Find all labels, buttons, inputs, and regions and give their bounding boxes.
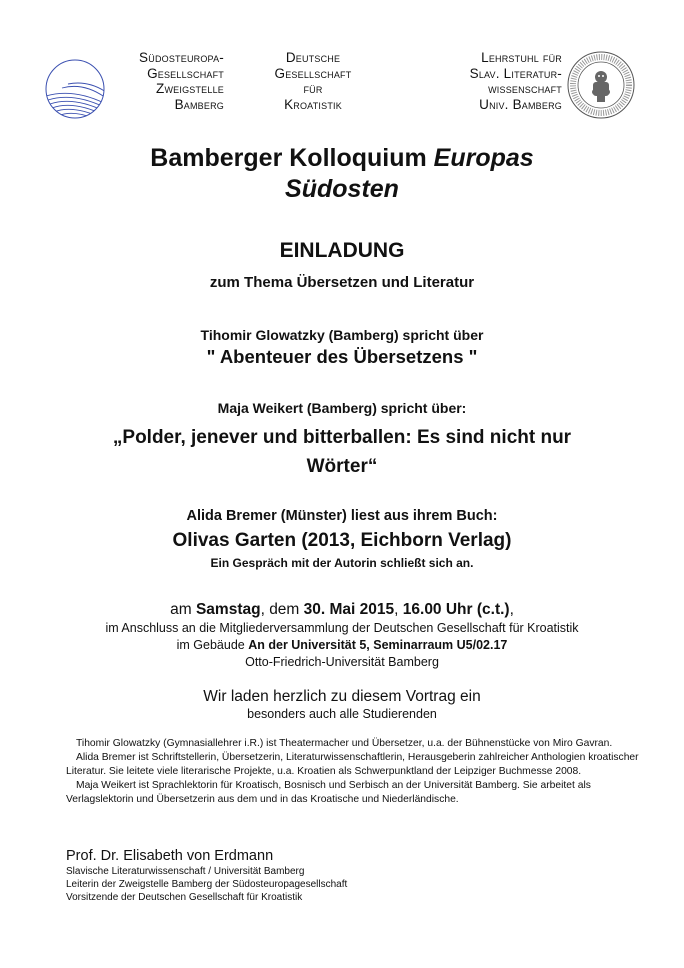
title-italic: Südosten — [285, 175, 399, 203]
signature-line: Slavische Literaturwissenschaft / Universität Bamberg — [66, 866, 305, 877]
welcome-line1: Wir laden herzlich zu diesem Vortrag ein — [203, 688, 481, 705]
header-left-line: Gesellschaft — [147, 65, 224, 81]
talk2-speaker: Maja Weikert (Bamberg) spricht über: — [217, 400, 467, 416]
title-plain: Bamberger Kolloquium — [150, 144, 434, 172]
building: An der Universität 5, Seminarraum U5/02.17 — [248, 638, 508, 652]
event-time: 16.00 Uhr (c.t.) — [402, 601, 510, 618]
bio-bremer: Alida Bremer ist Schriftstellerin, Übersetzerin, Literaturwissenschaftlerin, Herausgeberin zahlreicher Anthologien kroatischer Literatur. Sie leitete viele literarische Projekte, u.a. Kroatien als Schwerpunktland der Leipziger Buchmesse 2008. — [66, 752, 639, 777]
header-center-line: Kroatistik — [284, 96, 342, 112]
header-left-line: Zweigstelle — [156, 81, 224, 96]
signature-block — [66, 848, 347, 904]
suedosteuropa-logo — [44, 58, 106, 120]
talk2-title-line1: „Polder, jenever und bitterballen: Es sind nicht nur — [112, 427, 572, 448]
talk1-speaker: Tihomir Glowatzky (Bamberg) spricht über — [200, 327, 484, 343]
header-left-organization — [106, 50, 224, 112]
event-comma: , — [394, 601, 403, 618]
bio-glowatzky: Tihomir Glowatzky (Gymnasiallehrer i.R.) ist Theatermacher und Übersetzer, u.a. der Bühnenstücke von Miro Gavran. — [76, 738, 613, 749]
header-right-organization — [428, 50, 562, 112]
building-prefix: im Gebäude — [176, 638, 249, 652]
event-am: am — [170, 601, 196, 618]
event-university: Otto-Friedrich-Universität Bamberg — [245, 655, 439, 669]
header-right-line: Slav. Literatur- — [469, 65, 562, 81]
signature-name: Prof. Dr. Elisabeth von Erdmann — [66, 848, 274, 864]
reading-note: Ein Gespräch mit der Autorin schließt sich an. — [210, 556, 474, 570]
talk1-title: " Abenteuer des Übersetzens " — [206, 346, 478, 367]
header-center-line: Gesellschaft — [274, 65, 352, 81]
event-context: im Anschluss an die Mitgliederversammlung der Deutschen Gesellschaft für Kroatistik — [105, 621, 579, 635]
invitation-heading: EINLADUNG — [279, 239, 405, 262]
reading-speaker: Alida Bremer (Münster) liest aus ihrem Buch: — [186, 508, 498, 524]
welcome-line2: besonders auch alle Studierenden — [247, 707, 437, 721]
reading-book: Olivas Garten (2013, Eichborn Verlag) — [172, 530, 512, 551]
event-dem: , dem — [260, 601, 304, 618]
header-left-line: Südosteuropa- — [139, 50, 224, 65]
event-series-title-line2 — [0, 174, 684, 205]
header-center-line: für — [303, 81, 323, 96]
header-center-line: Deutsche — [285, 50, 341, 65]
event-date-line — [0, 600, 684, 619]
speaker-bios — [66, 737, 646, 807]
signature-line: Leiterin der Zweigstelle Bamberg der Südosteuropagesellschaft — [66, 879, 348, 890]
header-right-line: Lehrstuhl für — [481, 50, 562, 65]
event-day: Samstag — [195, 601, 261, 618]
university-seal — [566, 50, 636, 120]
invitation-topic: zum Thema Übersetzen und Literatur — [209, 274, 475, 291]
header-right-line: Univ. Bamberg — [479, 96, 562, 112]
event-end: , — [509, 601, 514, 618]
signature-line: Vorsitzende der Deutschen Gesellschaft für Kroatistik — [66, 892, 303, 903]
title-italic: Europas — [433, 144, 534, 172]
event-date: 30. Mai 2015 — [303, 601, 395, 618]
bio-weikert: Maja Weikert ist Sprachlektorin für Kroatisch, Bosnisch und Serbisch an der Universität Bamberg. Sie arbeitet als Verlagslektorin und Übersetzerin aus dem und in das Kroatische und Niederländische. — [66, 780, 591, 805]
header-center-organization — [258, 50, 368, 112]
event-series-title — [0, 143, 684, 174]
header-right-line: wissenschaft — [488, 81, 562, 96]
event-location — [0, 637, 684, 653]
talk2-title-line2: Wörter“ — [306, 456, 378, 477]
header-left-line: Bamberg — [174, 96, 224, 112]
